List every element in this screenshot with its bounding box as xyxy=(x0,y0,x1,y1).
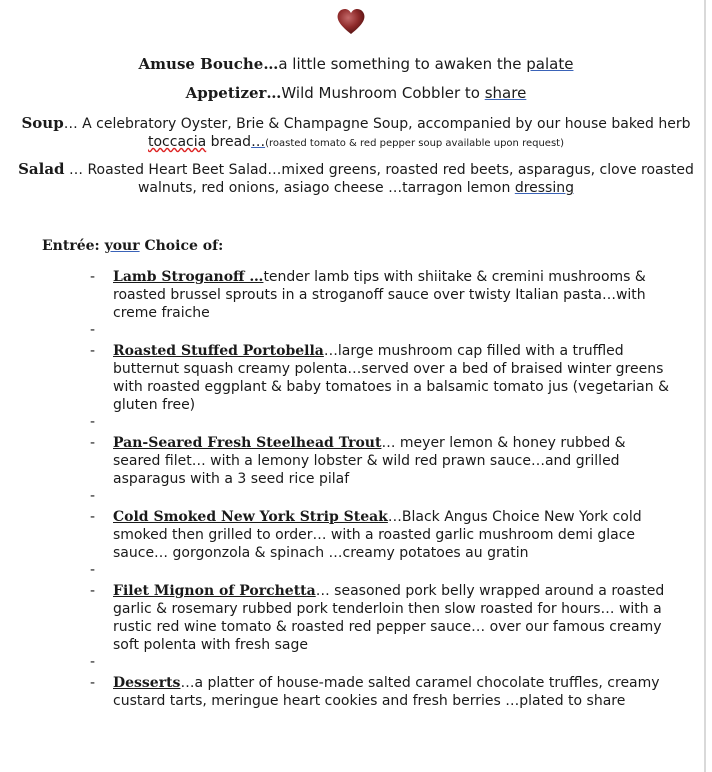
soup-title: Soup xyxy=(21,114,64,132)
soup-section xyxy=(0,114,712,153)
course-name: Roasted Stuffed Portobella xyxy=(113,343,324,359)
salad-text: … Roasted Heart Beet Salad…mixed greens, roasted red beets, asparagus, clove roasted walnuts, red onions, asiago cheese …tarragon lemon xyxy=(64,162,694,196)
salad-title: Salad xyxy=(18,160,65,178)
course-description: …Black Angus Choice New York cold smoked then grilled to order… with a roasted garlic mushroom demi glace sauce… gorgonzola & spinach …creamy potatoes au gratin xyxy=(113,509,642,561)
salad-link: dressing xyxy=(514,180,574,196)
soup-note: (roasted tomato & red pepper soup available upon request) xyxy=(265,138,564,149)
entree-your: your xyxy=(104,238,140,254)
course-description: … seasoned pork belly wrapped around a roasted garlic & rosemary rubbed pork tenderloin then slow roasted for hours… with a rustic red wine tomato & roasted red pepper sauce… over our famous creamy soft polenta with fresh sage xyxy=(113,583,665,653)
appetizer-line xyxy=(0,84,712,102)
course-stuffed-portobella xyxy=(90,342,675,414)
soup-misspelled-word: toccacia xyxy=(148,134,207,150)
course-name: Desserts xyxy=(113,675,181,691)
course-description: … meyer lemon & honey rubbed & seared filet… with a lemony lobster & wild red prawn sauce…and grilled asparagus with a 3 seed rice pilaf xyxy=(113,435,626,487)
empty-list-item xyxy=(90,322,675,342)
heart-icon xyxy=(335,5,367,37)
entree-list xyxy=(90,268,675,710)
soup-text: … A celebratory Oyster, Brie & Champagne Soup, accompanied by our house baked herb xyxy=(63,116,691,132)
empty-list-item xyxy=(90,414,675,434)
dash-marker: - xyxy=(90,488,96,504)
amuse-bouche-link: palate xyxy=(526,55,574,73)
empty-list-item xyxy=(90,562,675,582)
course-strip-steak xyxy=(90,508,675,562)
course-name: Pan-Seared Fresh Steelhead Trout xyxy=(113,435,382,451)
empty-list-item xyxy=(90,654,675,674)
dash-marker: - xyxy=(90,583,96,599)
appetizer-link: share xyxy=(484,84,527,102)
amuse-bouche-title: Amuse Bouche… xyxy=(138,55,279,73)
soup-text-end: bread xyxy=(206,134,252,150)
dash-marker: - xyxy=(90,322,96,338)
entree-label: Entrée: xyxy=(42,238,105,254)
amuse-bouche-text: a little something to awaken the xyxy=(278,55,527,73)
dash-marker: - xyxy=(90,675,96,691)
amuse-bouche-line xyxy=(0,55,712,73)
empty-list-item xyxy=(90,488,675,508)
course-name: Lamb Stroganoff … xyxy=(113,269,264,285)
dash-marker: - xyxy=(90,562,96,578)
dash-marker: - xyxy=(90,343,96,359)
course-porchetta xyxy=(90,582,675,654)
course-steelhead-trout xyxy=(90,434,675,488)
course-name: Cold Smoked New York Strip Steak xyxy=(113,509,388,525)
dash-marker: - xyxy=(90,269,96,285)
dash-marker: - xyxy=(90,414,96,430)
appetizer-text: Wild Mushroom Cobbler to xyxy=(281,84,485,102)
dash-marker: - xyxy=(90,435,96,451)
dash-marker: - xyxy=(90,509,96,525)
appetizer-title: Appetizer… xyxy=(185,84,282,102)
course-description: tender lamb tips with shiitake & cremini mushrooms & roasted brussel sprouts in a stroganoff sauce over twisty Italian pasta…with creme fraiche xyxy=(113,269,646,321)
course-desserts xyxy=(90,674,675,710)
entree-rest: Choice of: xyxy=(139,238,224,254)
course-lamb-stroganoff xyxy=(90,268,675,322)
soup-ellipsis: … xyxy=(251,134,266,150)
entree-heading xyxy=(42,238,223,254)
course-description: …a platter of house-made salted caramel chocolate truffles, creamy custard tarts, meringue heart cookies and fresh berries …plated to share xyxy=(113,675,660,709)
course-name: Filet Mignon of Porchetta xyxy=(113,583,316,599)
salad-section xyxy=(0,160,712,197)
dash-marker: - xyxy=(90,654,96,670)
course-description: …large mushroom cap filled with a truffled butternut squash creamy polenta…served over a bed of braised winter greens with roasted eggplant & baby tomatoes in a balsamic tomato jus (vegetarian & gluten free) xyxy=(113,343,669,413)
